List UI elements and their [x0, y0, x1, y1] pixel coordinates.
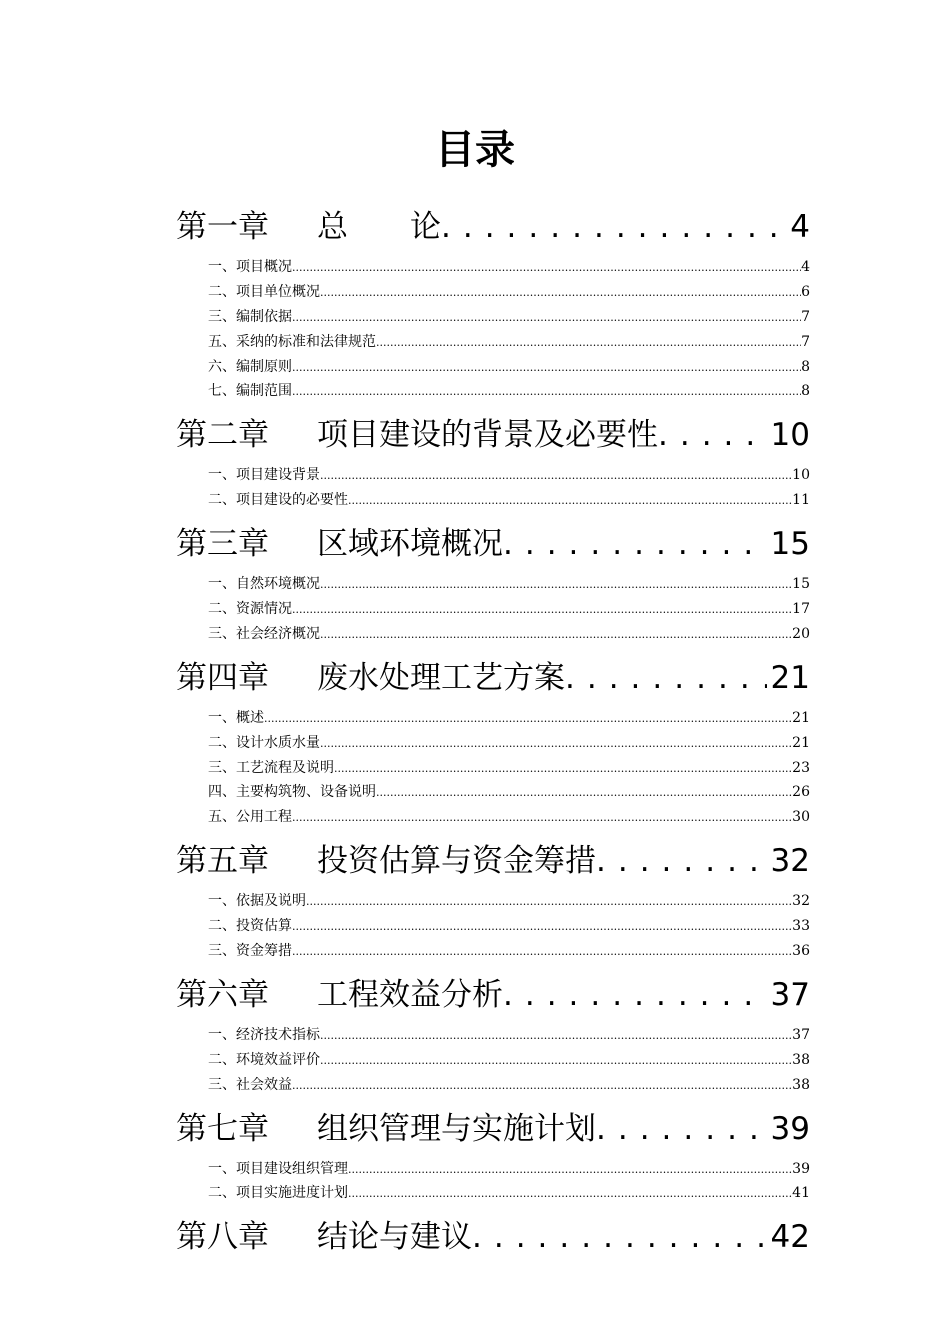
- section-title: 六、编制原则: [208, 358, 292, 375]
- toc-section-entry[interactable]: [176, 255, 810, 280]
- toc-section-entry[interactable]: [176, 355, 810, 380]
- toc-section-heading: [208, 305, 801, 330]
- toc-chapter-entry[interactable]: [176, 650, 810, 706]
- toc-chapter-entry[interactable]: [176, 199, 810, 255]
- chapter-number: 第二章: [176, 417, 269, 454]
- chapter-page-number: 32: [770, 843, 810, 880]
- toc-section-entry[interactable]: [176, 597, 810, 622]
- chapter-page-number: 15: [770, 526, 810, 563]
- section-title: 一、依据及说明: [208, 893, 306, 910]
- section-title: 二、环境效益评价: [208, 1051, 320, 1068]
- section-page-number: 10: [792, 467, 810, 484]
- chapter-page-number: 10: [770, 417, 810, 454]
- toc-section-heading: [208, 355, 801, 380]
- chapter-number: 第三章: [176, 526, 269, 563]
- section-page-number: 11: [792, 492, 810, 509]
- section-title: 三、社会效益: [208, 1076, 292, 1093]
- toc-section-entry[interactable]: [176, 330, 810, 355]
- toc-section-entry[interactable]: [176, 280, 810, 305]
- section-page-number: 21: [792, 734, 810, 751]
- toc-section-heading: [208, 379, 801, 404]
- toc-section-entry[interactable]: [176, 780, 810, 805]
- toc-section-entry[interactable]: [176, 731, 810, 756]
- chapter-title: 投资估算与资金筹措: [317, 843, 596, 880]
- chapter-title: 组织管理与实施计划: [317, 1110, 596, 1147]
- section-page-number: 38: [792, 1076, 810, 1093]
- toc-section-heading: [208, 1023, 792, 1048]
- toc-chapter-heading: [176, 199, 786, 255]
- toc-section-heading: [208, 572, 792, 597]
- section-title: 三、编制依据: [208, 308, 292, 325]
- section-title: 一、项目建设组织管理: [208, 1160, 348, 1177]
- chapter-number: 第四章: [176, 659, 269, 696]
- section-page-number: 23: [792, 759, 810, 776]
- toc-section-heading: [208, 597, 792, 622]
- toc-section-heading: [208, 706, 792, 731]
- section-page-number: 4: [801, 259, 810, 275]
- page-title: 目录: [435, 127, 515, 173]
- toc-section-heading: [208, 280, 801, 305]
- section-title: 一、项目建设背景: [208, 467, 320, 484]
- chapter-page-number: 21: [770, 659, 810, 696]
- toc-chapter-heading: [176, 1209, 767, 1265]
- chapter-number: 第一章: [176, 209, 269, 245]
- toc-section-entry[interactable]: [176, 572, 810, 597]
- toc-chapter-entry[interactable]: [176, 833, 810, 889]
- section-title: 一、项目概况: [208, 259, 292, 275]
- section-page-number: 33: [792, 918, 810, 935]
- chapter-title: 废水处理工艺方案: [317, 659, 565, 696]
- toc-section-entry[interactable]: [176, 379, 810, 404]
- section-page-number: 39: [792, 1160, 810, 1177]
- section-title: 一、经济技术指标: [208, 1026, 320, 1043]
- section-page-number: 32: [792, 893, 810, 910]
- toc-section-heading: [208, 756, 792, 781]
- section-page-number: 37: [792, 1026, 810, 1043]
- toc-chapter-heading: [176, 1101, 767, 1157]
- section-page-number: 7: [801, 308, 810, 325]
- toc-section-entry[interactable]: [176, 1023, 810, 1048]
- toc-section-entry[interactable]: [176, 1157, 810, 1182]
- section-page-number: 17: [792, 601, 810, 618]
- section-page-number: 20: [792, 625, 810, 642]
- toc-chapter-heading: [176, 516, 767, 572]
- toc-section-entry[interactable]: [176, 1073, 810, 1098]
- section-title: 三、资金筹措: [208, 943, 292, 960]
- chapter-page-number: 42: [770, 1219, 810, 1256]
- section-page-number: 36: [792, 943, 810, 960]
- section-title: 五、采纳的标准和法律规范: [208, 333, 376, 350]
- section-title: 二、投资估算: [208, 918, 292, 935]
- chapter-page-number: 39: [770, 1110, 810, 1147]
- chapter-title: 总 论: [317, 209, 441, 245]
- section-page-number: 8: [801, 383, 810, 400]
- section-title: 二、项目实施进度计划: [208, 1185, 348, 1202]
- section-title: 三、工艺流程及说明: [208, 759, 334, 776]
- toc-section-heading: [208, 780, 792, 805]
- toc-section-heading: [208, 731, 792, 756]
- chapter-number: 第五章: [176, 843, 269, 880]
- section-page-number: 30: [792, 809, 810, 826]
- toc-section-heading: [208, 1157, 792, 1182]
- section-page-number: 21: [792, 709, 810, 726]
- toc-section-heading: [208, 889, 792, 914]
- toc-chapter-entry[interactable]: [176, 1209, 810, 1265]
- toc-section-heading: [208, 939, 792, 964]
- section-title: 二、项目单位概况: [208, 283, 320, 300]
- chapter-title: 结论与建议: [317, 1219, 472, 1256]
- toc-chapter-entry[interactable]: [176, 516, 810, 572]
- toc-chapter-heading: [176, 407, 767, 463]
- toc-section-entry[interactable]: [176, 305, 810, 330]
- chapter-page-number: 37: [770, 976, 810, 1013]
- toc-chapter-heading: [176, 967, 767, 1023]
- section-page-number: 26: [792, 784, 810, 801]
- table-of-contents: [176, 196, 810, 1265]
- section-title: 二、资源情况: [208, 601, 292, 618]
- section-page-number: 38: [792, 1051, 810, 1068]
- section-title: 二、设计水质水量: [208, 734, 320, 751]
- toc-section-entry[interactable]: [176, 939, 810, 964]
- toc-section-heading: [208, 914, 792, 939]
- toc-section-entry[interactable]: [176, 1181, 810, 1206]
- section-title: 二、项目建设的必要性: [208, 492, 348, 509]
- toc-section-entry[interactable]: [176, 706, 810, 731]
- toc-section-entry[interactable]: [176, 488, 810, 513]
- section-title: 一、概述: [208, 709, 264, 726]
- toc-section-heading: [208, 488, 792, 513]
- toc-section-heading: [208, 805, 792, 830]
- toc-section-heading: [208, 463, 792, 488]
- section-page-number: 6: [801, 283, 810, 300]
- toc-section-heading: [208, 1048, 792, 1073]
- section-title: 一、自然环境概况: [208, 576, 320, 593]
- toc-chapter-entry[interactable]: [176, 407, 810, 463]
- chapter-title: 工程效益分析: [317, 976, 503, 1013]
- toc-section-entry[interactable]: [176, 756, 810, 781]
- toc-section-entry[interactable]: [176, 889, 810, 914]
- section-title: 四、主要构筑物、设备说明: [208, 784, 376, 801]
- chapter-page-number: 4: [790, 209, 810, 245]
- section-page-number: 41: [792, 1185, 810, 1202]
- section-title: 三、社会经济概况: [208, 625, 320, 642]
- toc-section-heading: [208, 622, 792, 647]
- toc-chapter-heading: [176, 650, 767, 706]
- section-page-number: 8: [801, 358, 810, 375]
- toc-section-entry[interactable]: [176, 805, 810, 830]
- toc-section-heading: [208, 1181, 792, 1206]
- toc-section-heading: [208, 255, 801, 280]
- toc-chapter-entry[interactable]: [176, 967, 810, 1023]
- section-page-number: 7: [801, 333, 810, 350]
- toc-chapter-entry[interactable]: [176, 1101, 810, 1157]
- section-title: 七、编制范围: [208, 383, 292, 400]
- chapter-number: 第七章: [176, 1110, 269, 1147]
- toc-section-entry[interactable]: [176, 914, 810, 939]
- toc-section-entry[interactable]: [176, 463, 810, 488]
- section-page-number: 15: [792, 576, 810, 593]
- toc-section-entry[interactable]: [176, 1048, 810, 1073]
- chapter-number: 第八章: [176, 1219, 269, 1256]
- section-title: 五、公用工程: [208, 809, 292, 826]
- toc-chapter-heading: [176, 833, 767, 889]
- toc-section-heading: [208, 330, 801, 355]
- chapter-number: 第六章: [176, 976, 269, 1013]
- toc-section-entry[interactable]: [176, 622, 810, 647]
- toc-section-heading: [208, 1073, 792, 1098]
- chapter-title: 区域环境概况: [317, 526, 503, 563]
- chapter-title: 项目建设的背景及必要性: [317, 417, 658, 454]
